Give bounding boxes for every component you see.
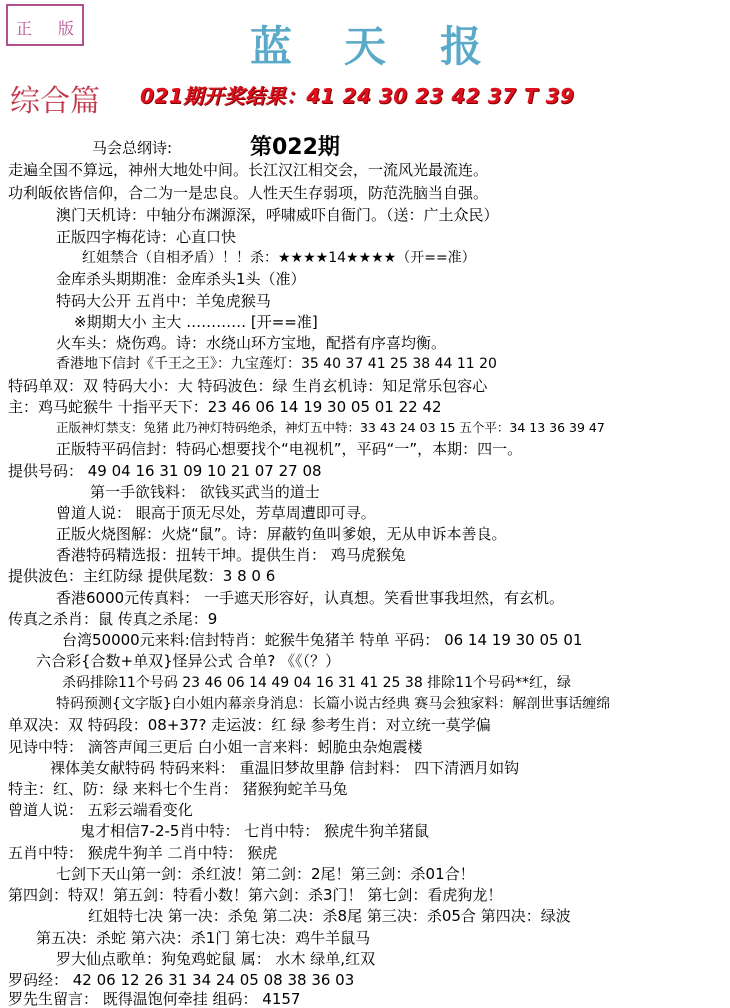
- text-line: 罗大仙点歌单：狗兔鸡蛇鼠 属： 水木 绿单,红双: [56, 950, 376, 968]
- text-line: ※期期大小 主大 ………… [开==准]: [74, 313, 318, 331]
- text-line: 马会总纲诗:: [92, 139, 173, 157]
- text-line: 澳门天机诗：中轴分布渊源深，呼啸威吓自衙门。（送：广土众民）: [56, 206, 499, 224]
- text-line: 第一手欲钱料： 欲钱买武当的道士: [90, 483, 320, 501]
- text-line: 台湾50000元来料:信封特肖：蛇猴牛兔猪羊 特单 平码： 06 14 19 30 05 01: [62, 631, 583, 649]
- text-line: 传真之杀肖：鼠 传真之杀尾：9: [8, 610, 218, 628]
- text-line: 罗先生留言： 既得温饱何牵挂 组码： 4157: [8, 990, 301, 1008]
- text-line: 裸体美女献特码 特码来料： 重温旧梦故里静 信封料： 四下清洒月如钩: [50, 759, 520, 777]
- text-line: 提供号码： 49 04 16 31 09 10 21 07 27 08: [8, 462, 322, 480]
- text-line: 正版四字梅花诗：心直口快: [56, 228, 237, 246]
- section-label: 综合篇: [10, 84, 100, 119]
- text-line: 正版火烧图解：火烧“鼠”。诗：屏蔽钓鱼叫爹娘，无从申诉本善良。: [56, 525, 507, 543]
- text-line: 香港6000元传真料： 一手遮天形容好，认真想。笑看世事我坦然，有玄机。: [56, 589, 564, 607]
- text-line: 特码预测{文字版}白小姐内幕亲身消息：长篇小说古经典 赛马会独家料：解剖世事话缠绵: [56, 696, 611, 712]
- text-line: 提供波色：主红防绿 提供尾数：3 8 0 6: [8, 567, 276, 585]
- text-line: 单双决：双 特码段：08+37? 走运波：红 绿 参考生肖：对立统一莫学偏: [8, 716, 491, 734]
- text-line: 火车头：烧伤鸡。诗：水绕山环方宝地，配搭有序喜均衡。: [56, 334, 447, 352]
- text-line: 七剑下天山第一剑：杀红波！第二剑：2尾！第三剑：杀01合！: [56, 865, 475, 883]
- text-line: 第四剑：特双！第五剑：特看小数！第六剑：杀3门！ 第七剑：看虎狗龙！: [8, 886, 503, 904]
- text-line: 香港特码精选报：扭转干坤。提供生肖： 鸡马虎猴兔: [56, 546, 406, 564]
- text-line: 功利皈依皆信仰，合二为一是忠良。人性天生存弱项，防范洗脑当自强。: [8, 184, 489, 202]
- text-line: 正版神灯禁支：兔猪 此乃神灯特码绝杀，神灯五中特：33 43 24 03 15 五个平：34 13 36 39 47: [56, 420, 605, 435]
- text-line: 特码大公开 五肖中：羊兔虎猴马: [56, 292, 271, 310]
- text-line: 特码单双：双 特码大小：大 特码波色：绿 生肖玄机诗：知足常乐包容心: [8, 377, 488, 395]
- text-line: 六合彩{合数+单双}怪异公式 合单? 《《（？）: [36, 652, 341, 670]
- masthead-char-1: 蓝: [250, 22, 293, 71]
- text-line: 金库杀头期期准：金库杀头1头（准）: [56, 270, 306, 288]
- text-line: 曾道人说： 五彩云端看变化: [8, 801, 193, 819]
- text-line: 主：鸡马蛇猴牛 十指平天下：23 46 06 14 19 30 05 01 22 42: [8, 398, 442, 416]
- text-line: 见诗中特： 滴答声闻三更后 白小姐一言来料：蚓脆虫杂炮震楼: [8, 738, 423, 756]
- text-line: 杀码排除11个号码 23 46 06 14 49 04 16 31 41 25 38 排除11个号码**红，绿: [62, 675, 571, 691]
- text-line: 走遍全国不算远，神州大地处中间。长江汉江相交会，一流风光最流连。: [8, 161, 489, 179]
- issue-number: 第022期: [250, 135, 340, 160]
- text-line: 特主：红、防：绿 来料七个生肖： 猪猴狗蛇羊马兔: [8, 780, 348, 798]
- text-line: 正版特平码信封：特码心想要找个“电视机”，平码“一”，本期：四一。: [56, 440, 523, 458]
- text-line: 红姐特七决 第一决：杀兔 第二决：杀8尾 第三决：杀05合 第四决：绿波: [88, 907, 571, 925]
- text-line: 罗码经： 42 06 12 26 31 34 24 05 08 38 36 03: [8, 971, 355, 989]
- stamp-right-char: 版: [58, 19, 75, 38]
- masthead-char-2: 天: [344, 22, 387, 71]
- text-line: 五肖中特： 猴虎牛狗羊 二肖中特： 猴虎: [8, 844, 278, 862]
- text-line: 第五决：杀蛇 第六决：杀1门 第七决：鸡牛羊鼠马: [36, 929, 371, 947]
- genuine-edition-stamp: [6, 4, 84, 46]
- text-line: 曾道人说： 眼高于顶无尽处，芳草周遭即可寻。: [56, 504, 376, 522]
- stamp-left-char: 正: [16, 19, 33, 38]
- text-line: 香港地下信封《千王之王》：九宝莲灯：35 40 37 41 25 38 44 11 20: [56, 356, 497, 372]
- text-line: 鬼才相信7-2-5肖中特： 七肖中特： 猴虎牛狗羊猪鼠: [80, 822, 429, 840]
- draw-result: 021期开奖结果：41 24 30 23 42 37 T 39: [140, 84, 575, 108]
- text-line: 红姐禁合（自相矛盾）！！杀：★★★★14★★★★（开==准）: [82, 250, 476, 266]
- masthead-char-3: 报: [440, 22, 483, 71]
